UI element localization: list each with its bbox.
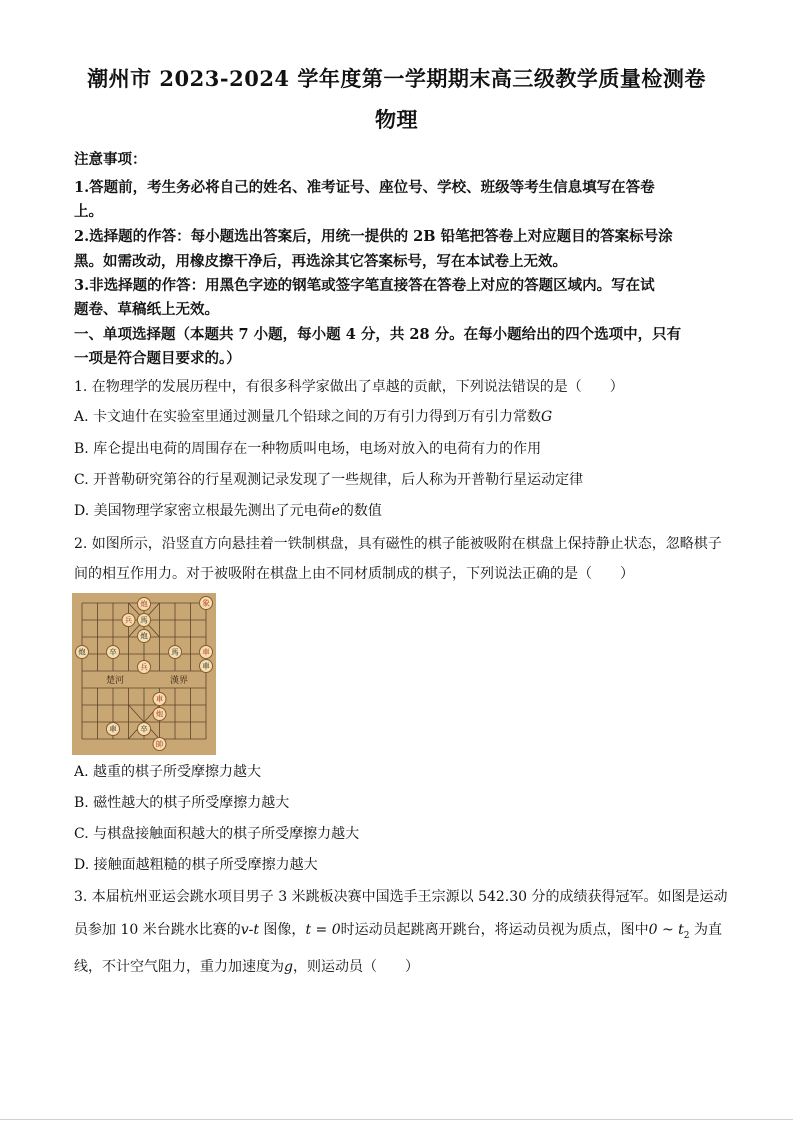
river-label-left: 楚河 bbox=[106, 676, 125, 686]
question-2-option-b: B. 磁性越大的棋子所受摩擦力越大 bbox=[74, 795, 290, 811]
page-subtitle: 物理 bbox=[375, 107, 418, 132]
chess-piece bbox=[153, 708, 166, 721]
river-label-right: 漢界 bbox=[170, 676, 189, 686]
chess-piece bbox=[138, 598, 151, 611]
chess-piece bbox=[153, 738, 166, 751]
notes-line: 3.非选择题的作答：用黑色字迹的钢笔或签字笔直接答在答卷上对应的答题区域内。写在试 bbox=[74, 277, 655, 294]
chess-piece bbox=[122, 614, 135, 627]
chess-piece-label: 象 bbox=[202, 598, 210, 608]
chess-piece-label: 兵 bbox=[140, 662, 148, 672]
chess-piece-label: 炮 bbox=[78, 647, 86, 657]
option-text: D. 美国物理学家密立根最先测出了元电荷 bbox=[74, 503, 332, 519]
chess-piece bbox=[200, 646, 213, 659]
question-3-stem: 3. 本届杭州亚运会跳水项目男子 3 米跳板决赛中国选手王宗源以 542.30 分的成绩获得冠军。如图是运动 bbox=[74, 889, 728, 905]
chess-piece-label: 卒 bbox=[140, 724, 148, 734]
chess-piece bbox=[200, 597, 213, 610]
chess-piece-label: 馬 bbox=[171, 647, 179, 657]
question-1-option-c: C. 开普勒研究第谷的行星观测记录发现了一些规律，后人称为开普勒行星运动定律 bbox=[74, 472, 584, 488]
chess-piece-label: 炮 bbox=[155, 709, 164, 719]
option-text-tail: 的数值 bbox=[339, 503, 382, 519]
chess-piece bbox=[76, 646, 89, 659]
chess-piece-label: 車 bbox=[109, 724, 117, 734]
chess-piece bbox=[169, 646, 182, 659]
chess-piece bbox=[107, 723, 120, 736]
symbol-e: e bbox=[331, 503, 340, 519]
chess-piece-label: 車 bbox=[202, 647, 210, 657]
chess-piece-label: 炮 bbox=[140, 599, 148, 609]
question-2-option-a: A. 越重的棋子所受摩擦力越大 bbox=[74, 764, 262, 780]
chess-piece-label: 車 bbox=[202, 661, 210, 671]
chess-piece-label: 帥 bbox=[155, 739, 164, 749]
stem-text: 员参加 10 米台跳水比赛的 bbox=[74, 922, 241, 938]
chess-piece bbox=[138, 723, 151, 736]
question-1-option-a bbox=[74, 407, 724, 427]
question-2-option-c: C. 与棋盘接触面积越大的棋子所受摩擦力越大 bbox=[74, 826, 360, 842]
notes-line: 1.答题前，考生务必将自己的姓名、准考证号、座位号、学校、班级等考生信息填写在答卷 bbox=[74, 179, 655, 196]
section-heading: 一、单项选择题（本题共 7 小题，每小题 4 分，共 28 分。在每小题给出的四个选项中，只有 bbox=[74, 326, 682, 343]
chess-piece-label: 車 bbox=[155, 694, 164, 704]
question-3-stem bbox=[74, 957, 724, 977]
notes-heading: 注意事项： bbox=[74, 151, 147, 168]
stem-text: 为直 bbox=[689, 922, 722, 938]
chess-piece-label: 兵 bbox=[124, 615, 133, 625]
notes-line: 2.选择题的作答：每小题选出答案后，用统一提供的 2B 铅笔把答卷上对应题目的答案标号涂 bbox=[74, 228, 673, 245]
subscript: 2 bbox=[683, 930, 690, 941]
question-3-stem bbox=[74, 920, 724, 946]
stem-text: ，则运动员（ ） bbox=[292, 959, 419, 975]
question-2-stem: 间的相互作用力。对于被吸附在棋盘上由不同材质制成的棋子，下列说法正确的是（ ） bbox=[74, 566, 634, 582]
notes-line: 黑。如需改动，用橡皮擦干净后，再选涂其它答案标号，写在本试卷上无效。 bbox=[74, 253, 567, 270]
chess-piece bbox=[138, 630, 151, 643]
question-2-option-d: D. 接触面越粗糙的棋子所受摩擦力越大 bbox=[74, 857, 318, 873]
chess-piece-label: 炮 bbox=[140, 631, 148, 641]
stem-text: 图像， bbox=[258, 922, 306, 938]
page-divider bbox=[0, 1119, 793, 1120]
chess-piece-label: 卒 bbox=[109, 647, 117, 657]
question-2-stem: 2. 如图所示，沿竖直方向悬挂着一铁制棋盘，具有磁性的棋子能被吸附在棋盘上保持静止状态，忽略棋子 bbox=[74, 536, 722, 552]
question-1-stem: 1. 在物理学的发展历程中，有很多科学家做出了卓越的贡献，下列说法错误的是（ ） bbox=[74, 379, 624, 395]
section-heading: 一项是符合题目要求的。） bbox=[74, 350, 241, 367]
chess-piece bbox=[153, 693, 166, 706]
question-1-option-b: B. 库仑提出电荷的周围存在一种物质叫电场，电场对放入的电荷有力的作用 bbox=[74, 441, 542, 457]
page-title: 潮州市 2023-2024 学年度第一学期期末高三级教学质量检测卷 bbox=[87, 66, 706, 91]
stem-text: 时运动员起跳离开跳台，将运动员视为质点，图中 bbox=[340, 922, 649, 938]
stem-text: 线，不计空气阻力，重力加速度为 bbox=[74, 959, 284, 975]
chess-piece bbox=[138, 661, 151, 674]
chess-piece bbox=[200, 660, 213, 673]
question-1-option-d bbox=[74, 501, 724, 521]
notes-line: 上。 bbox=[74, 203, 103, 220]
chess-board-figure bbox=[72, 593, 216, 755]
notes-line: 题卷、草稿纸上无效。 bbox=[74, 301, 219, 318]
symbol-g: G bbox=[541, 409, 553, 425]
symbol-vt: v-t bbox=[240, 922, 259, 938]
option-text: A. 卡文迪什在实验室里通过测量几个铅球之间的万有引力得到万有引力常数 bbox=[74, 409, 542, 425]
chess-piece bbox=[138, 614, 151, 627]
chess-piece-label: 馬 bbox=[140, 615, 148, 625]
symbol-t0: t = 0 bbox=[305, 922, 341, 938]
chess-piece bbox=[107, 646, 120, 659]
symbol-interval: 0 ~ t bbox=[648, 922, 684, 938]
symbol-g: g bbox=[284, 959, 293, 975]
